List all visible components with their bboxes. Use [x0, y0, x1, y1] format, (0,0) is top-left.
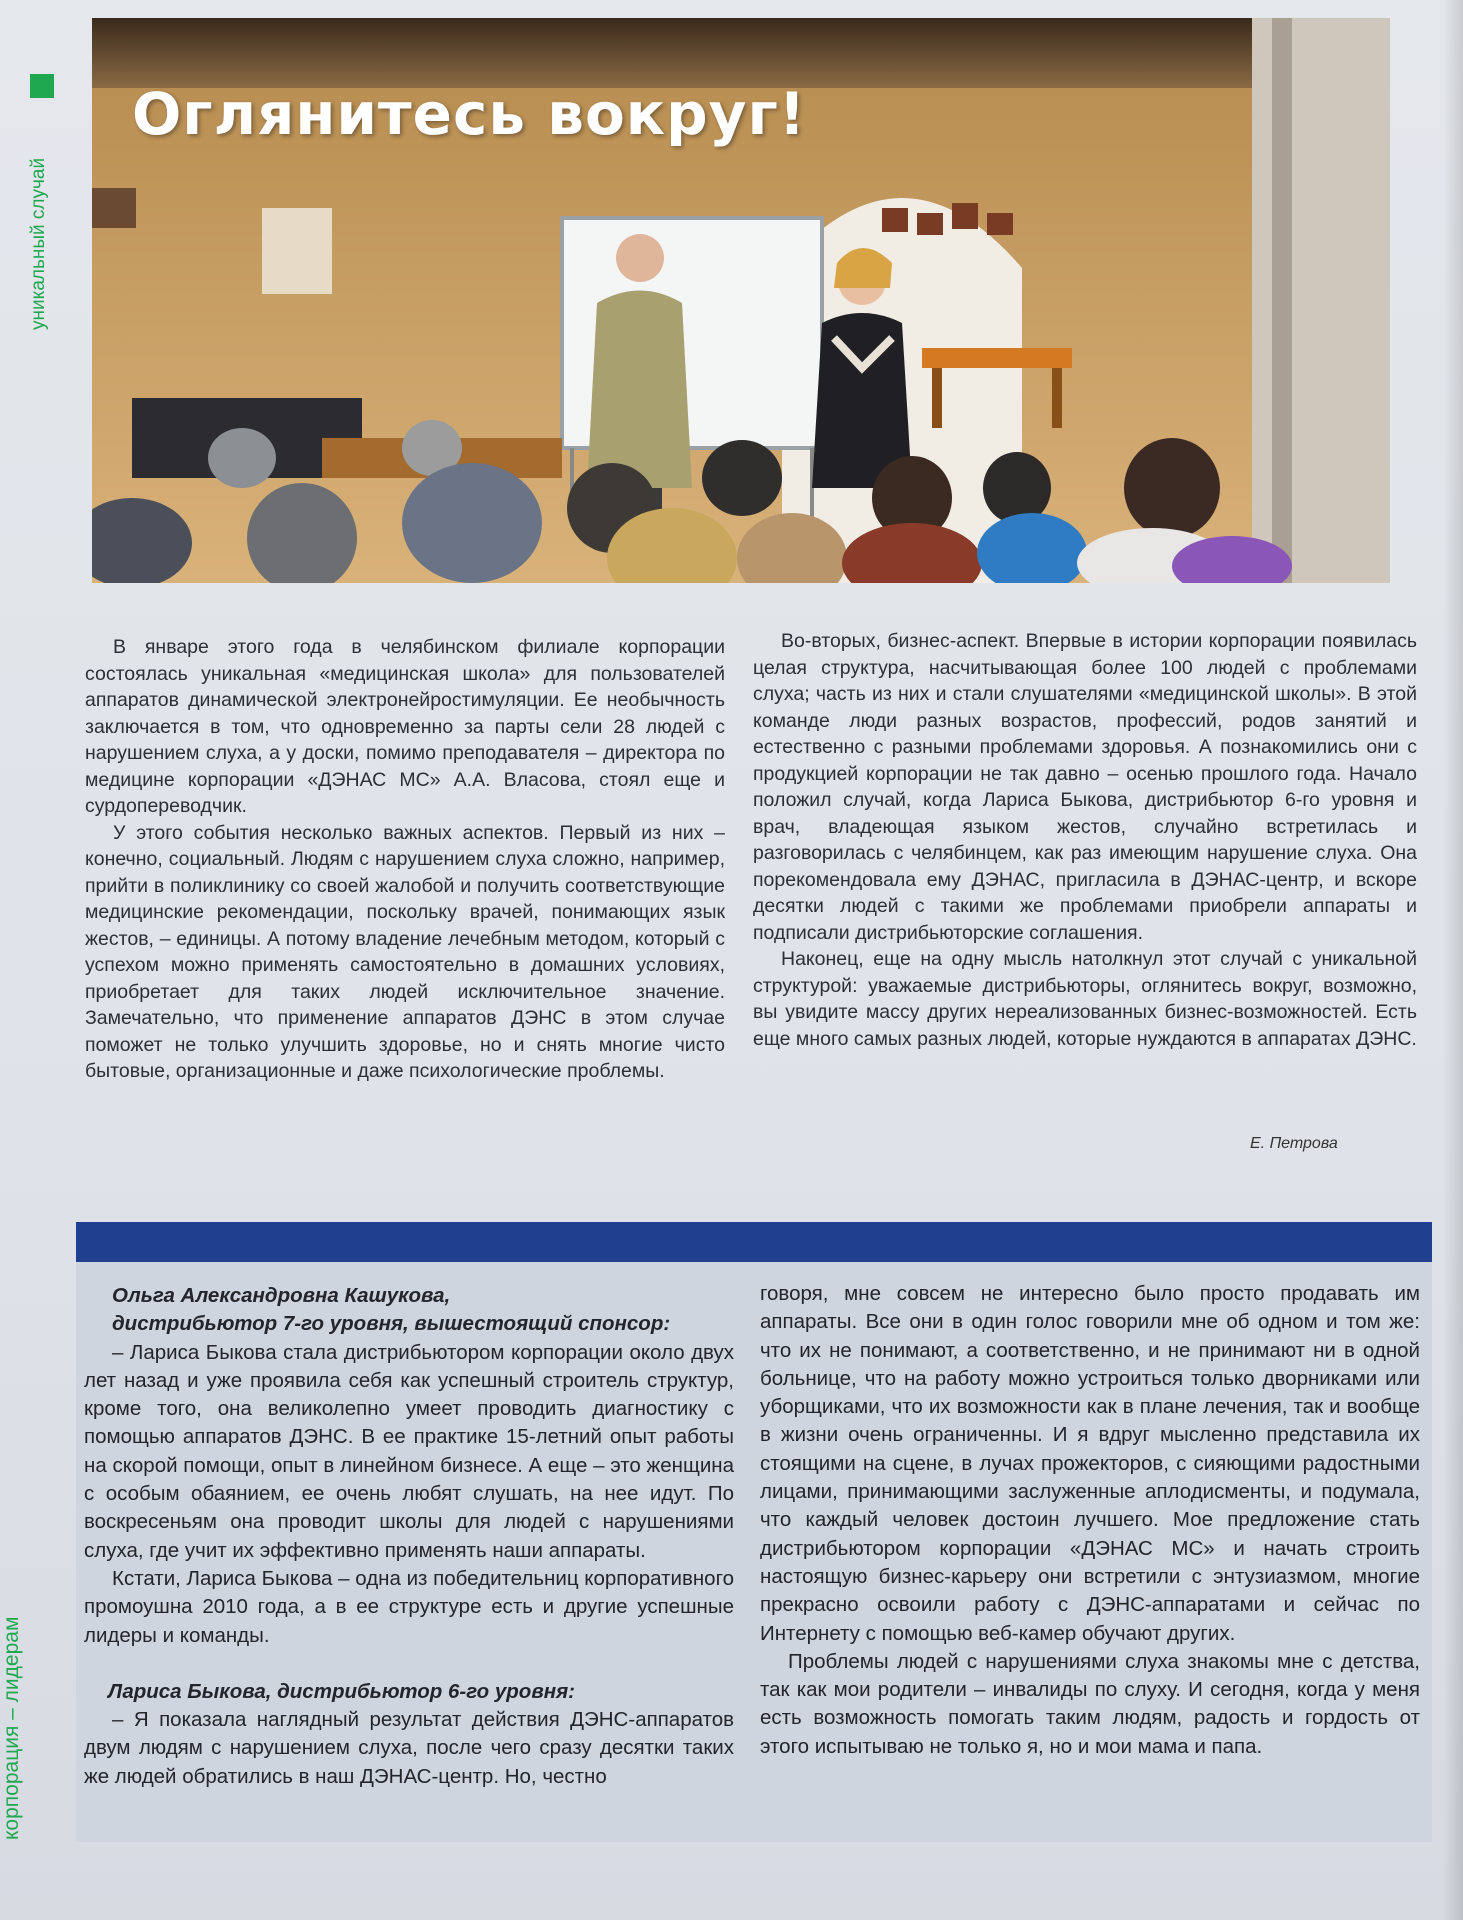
quote-paragraph: Проблемы людей с нарушениями слуха знакомы мне с детства, так как мои родители – инвалиды по слуху. И сегодня, когда у меня есть возможность помогать таким людям, радость и гордость от этого испытываю не только я, но и мои мама и папа.: [760, 1649, 1420, 1758]
article-title: Оглянитесь вокруг!: [132, 80, 807, 148]
quote-paragraph: Кстати, Лариса Быкова – одна из победительниц корпоративного промоушна 2010 года, а в ее структуре есть и другие успешные лидеры и команды.: [84, 1566, 734, 1647]
speaker-heading-1: [84, 1282, 734, 1339]
hero-photo: [92, 18, 1390, 583]
speaker-name: Ольга Александровна Кашукова,: [112, 1284, 451, 1307]
quote-paragraph: говоря, мне совсем не интересно было просто продавать им аппараты. Все они в один голос говорили мне об одном и том же: что их не понимают, а соответственно, и не принимают ни в одной больнице, что на работу можно устроиться только дворниками или уборщиками, что их возможности как в плане лечения, так и вообще в жизни очень ограниченны. И я вдруг мысленно представила их стоящими на сцене, в лучах прожекторов, с сияющими радостными лицами, принимающими заслуженные аплодисменты, и подумала, что каждый человек достоин лучшего. Мое предложение стать дистрибьютором корпорации «ДЭНАС МС» и начать строить настоящую бизнес-карьеру они встретили с энтузиазмом, многие прекрасно освоили работу с ДЭНС-аппаратами и сейчас по Интернету с помощью веб-камер обучают других.: [760, 1282, 1420, 1645]
article-paragraph: У этого события несколько важных аспектов. Первый из них – конечно, социальный. Людям с нарушением слуха сложно, например, прийти в поликлинику со своей жалобой и получить соответствующие медицинские рекомендации, поскольку врачей, понимающих язык жестов, – единицы. А потому владение лечебным методом, который с успехом можно применять самостоятельно в домашних условиях, приобретает для таких людей исключительное значение. Замечательно, что применение аппаратов ДЭНС в этом случае поможет не только улучшить здоровье, но и снять многие чисто бытовые, организационные и даже психологические проблемы.: [85, 821, 725, 1082]
article-column-left: [85, 634, 725, 1085]
speaker-heading-2: Лариса Быкова, дистрибьютор 6-го уровня:: [108, 1679, 575, 1703]
section-label-top: уникальный случай: [28, 157, 49, 330]
article-author: Е. Петрова: [1250, 1135, 1338, 1152]
box-header-band: [76, 1222, 1432, 1262]
article-paragraph: Во-вторых, бизнес-аспект. Впервые в истории корпорации появилась целая структура, насчитывающая более 100 людей с проблемами слуха; часть из них и стали слушателями «медицинской школы». В этой команде люди разных возрастов, профессий, родов занятий и естественно с разными проблемами здоровья. А познакомились они с продукцией корпорации не так давно – осенью прошлого года. Начало положил случай, когда Лариса Быкова, дистрибьютор 6-го уровня и врач, владеющая языком жестов, случайно встретилась и разговорилась с челябинцем, как раз имеющим нарушение слуха. Она порекомендовала ему ДЭНАС, пригласила в ДЭНАС-центр, и вскоре десятки людей с такими же проблемами приобрели аппараты и подписали дистрибьюторские соглашения.: [753, 630, 1417, 944]
quotes-column-left: [84, 1282, 734, 1791]
page-edge-shadow: [1443, 0, 1463, 1920]
speaker-title: дистрибьютор 7-го уровня, вышестоящий спонсор:: [112, 1312, 671, 1336]
article-paragraph: Наконец, еще на одну мысль натолкнул этот случай с уникальной структурой: уважаемые дистрибьюторы, оглянитесь вокруг, возможно, вы увидите массу других нереализованных бизнес-возможностей. Есть еще много самых разных людей, которые нуждаются в аппаратах ДЭНС.: [753, 948, 1417, 1050]
quote-paragraph: – Лариса Быкова стала дистрибьютором корпорации около двух лет назад и уже проявила себя как успешный строитель структур, кроме того, она великолепно умеет проводить диагностику с помощью аппаратов ДЭНС. В ее практике 15-летний опыт работы на скорой помощи, опыт в линейном бизнесе. А еще – это женщина с особым обаянием, ее очень любят слушать, на нее идут. По воскресеньям она проводит школы для людей с нарушениями слуха, где учит их эффективно применять наши аппараты.: [84, 1340, 734, 1562]
quote-paragraph: – Я показала наглядный результат действия ДЭНС-аппаратов двум людям с нарушением слуха, после чего сразу десятки таких же людей обратились в наш ДЭНАС-центр. Но, честно: [84, 1708, 734, 1788]
section-label-bottom: корпорация – лидерам: [0, 1616, 23, 1840]
article-column-right: [753, 628, 1417, 1052]
quotes-column-right: [760, 1280, 1420, 1761]
section-marker: [30, 74, 54, 98]
article-paragraph: В январе этого года в челябинском филиале корпорации состоялась уникальная «медицинская школа» для пользователей аппаратов динамической электронейростимуляции. Ее необычность заключается в том, что одновременно за парты сели 28 людей с нарушением слуха, а у доски, помимо преподавателя – директора по медицине корпорации «ДЭНАС МС» А.А. Власова, стоял еще и сурдопереводчик.: [85, 636, 725, 817]
